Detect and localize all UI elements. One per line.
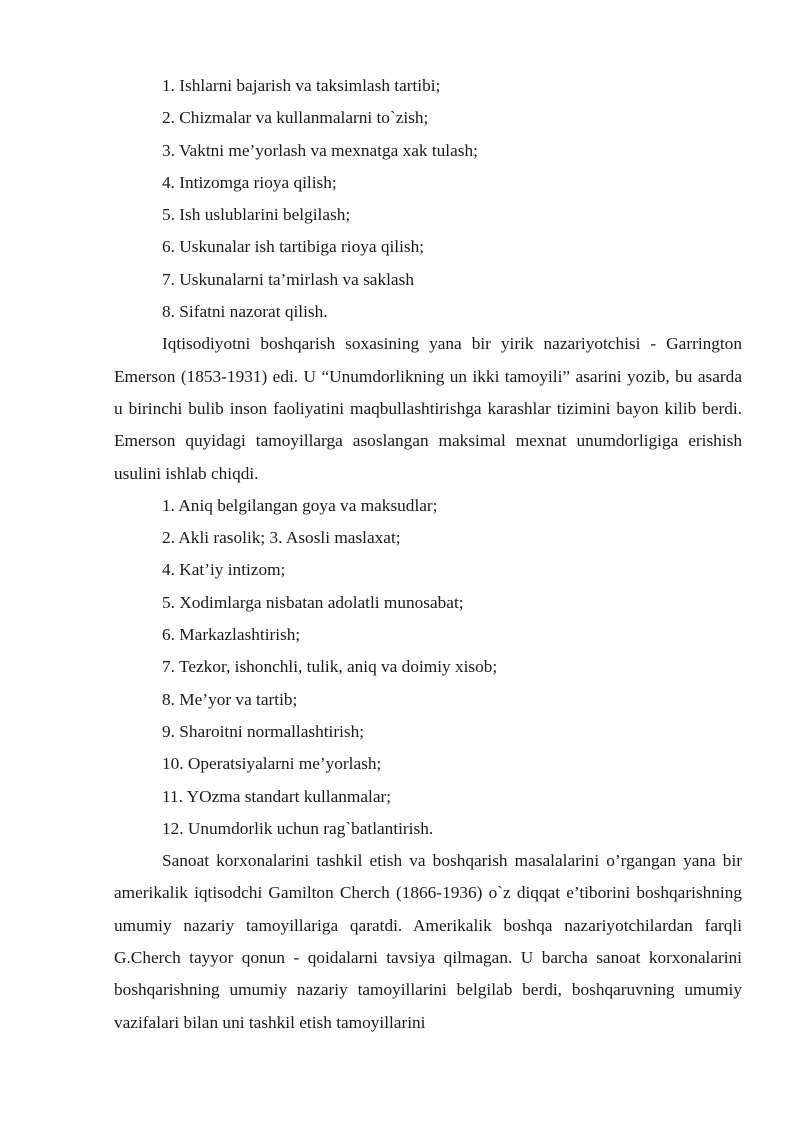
- list-item: 4. Kat’iy intizom;: [162, 560, 286, 580]
- list-item: 3. Vaktni me’yorlash va mexnatga xak tulash;: [162, 140, 478, 160]
- list-item: 7. Uskunalarni ta’mirlash va saklash: [162, 269, 414, 289]
- list-item: 1. Ishlarni bajarish va taksimlash tartibi;: [162, 76, 441, 95]
- list-item: 5. Ish uslublarini belgilash;: [162, 205, 351, 225]
- list-item: 10. Operatsiyalarni me’yorlash;: [162, 754, 382, 774]
- paragraph-emerson: Iqtisodiyotni boshqarish soxasining yana bir yirik nazariyotchisi - Garrington Emerson (1853-1931) edi. U “Unumdorlikning un ikki tamoyili” asarini yozib, bu asarda u birinchi bulib inson faoliyatini maqbullashtirishga karashlar tizimini bayon kilib berdi. Emerson quyidagi tamoyillarga asoslangan maksimal mexnat unumdorligiga erishish usulini ishlab chiqdi.: [114, 334, 742, 483]
- list-item: 12. Unumdorlik uchun rag`batlantirish.: [162, 818, 434, 838]
- list-item: 7. Tezkor, ishonchli, tulik, aniq va doimiy xisob;: [162, 657, 498, 677]
- list-item: 8. Sifatni nazorat qilish.: [162, 302, 328, 322]
- list-item: 9. Sharoitni normallashtirish;: [162, 721, 365, 741]
- list-item: 6. Uskunalar ish tartibiga rioya qilish;: [162, 237, 425, 257]
- list-item: 11. YOzma standart kullanmalar;: [162, 786, 392, 806]
- list-item: 2. Akli rasolik; 3. Asosli maslaxat;: [162, 528, 401, 548]
- paragraph-cherch: Sanoat korxonalarini tashkil etish va boshqarish masalalarini o’rgangan yana bir amerikalik iqtisodchi Gamilton Cherch (1866-1936) o`z diqqat e’tiborini boshqarishning umumiy nazariy tamoyillariga qaratdi. Amerikalik boshqa nazariyotchilardan farqli G.Cherch tayyor qonun - qoidalarni tavsiya qilmagan. U barcha sanoat korxonalarini boshqarishning umumiy nazariy tamoyillarini belgilab berdi, boshqaruvning umumiy vazifalari bilan uni tashkil etish tamoyillarini: [114, 851, 742, 1032]
- list-item: 8. Me’yor va tartib;: [162, 689, 298, 709]
- list-item: 6. Markazlashtirish;: [162, 625, 301, 645]
- list-item: 2. Chizmalar va kullanmalarni to`zish;: [162, 108, 429, 128]
- list-item: 5. Xodimlarga nisbatan adolatli munosabat;: [162, 592, 464, 612]
- document-page: [114, 70, 742, 1039]
- list-item: 4. Intizomga rioya qilish;: [162, 172, 337, 192]
- list-item: 1. Aniq belgilangan goya va maksudlar;: [162, 495, 438, 515]
